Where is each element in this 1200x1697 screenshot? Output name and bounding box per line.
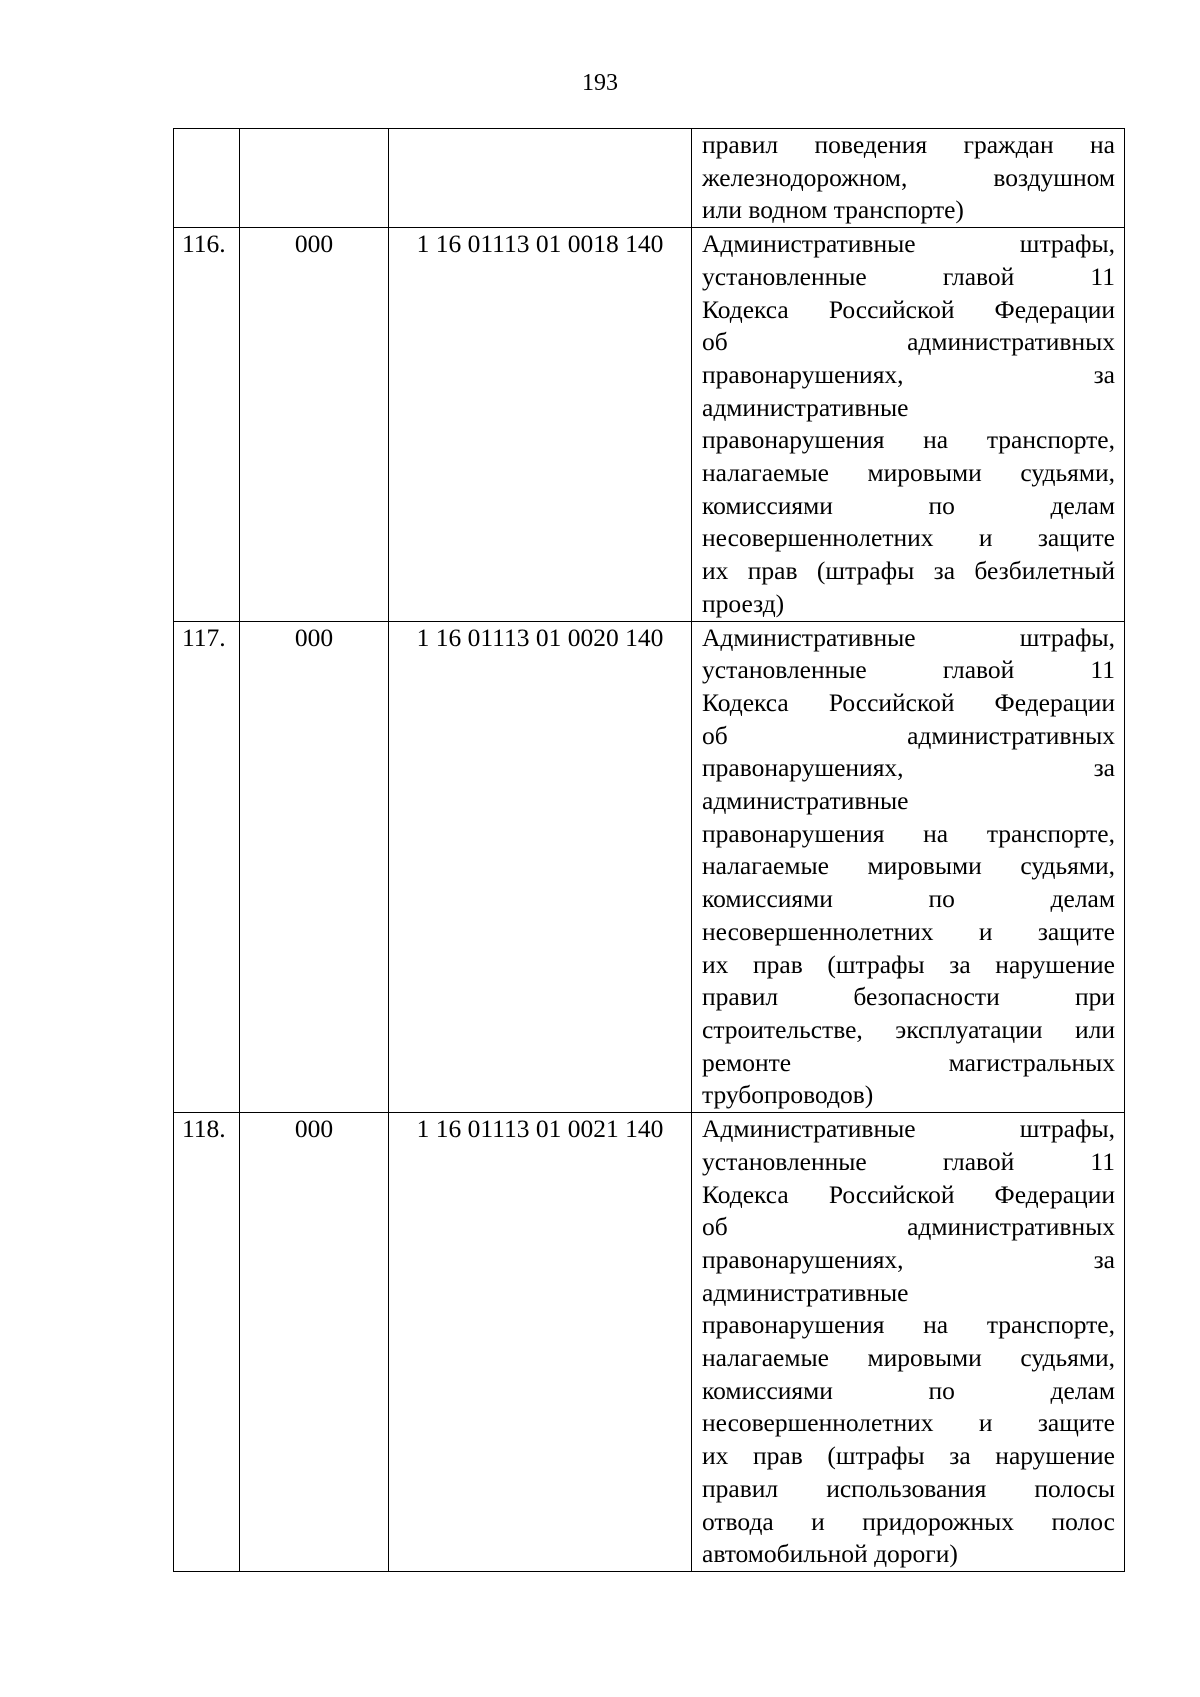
administrator-code-cell: 000 xyxy=(240,621,389,1113)
description-line: отвода и придорожных полос xyxy=(702,1506,1115,1536)
budget-codes-table xyxy=(173,128,1125,1572)
description-line: правил безопасности при xyxy=(702,982,1115,1012)
description-line: административные xyxy=(702,392,909,422)
description-line: налагаемые мировыми судьями, xyxy=(702,851,1115,881)
budget-classification-code-cell xyxy=(389,129,692,228)
description-line: правонарушениях, за xyxy=(702,359,1115,389)
description-line: правонарушения на транспорте, xyxy=(702,425,1115,455)
description-line: установленные главой 11 xyxy=(702,655,1115,685)
description-line: об административных xyxy=(702,720,1115,750)
description-line: несовершеннолетних и защите xyxy=(702,523,1115,553)
description-line: проезд) xyxy=(702,588,785,618)
administrator-code-cell: 000 xyxy=(240,1113,389,1572)
description-line: административные xyxy=(702,1277,909,1307)
description-line: правонарушениях, за xyxy=(702,753,1115,783)
description-line: правил поведения граждан на xyxy=(702,130,1115,159)
table-row xyxy=(174,228,1125,621)
description-line: правонарушения на транспорте, xyxy=(702,818,1115,848)
table-body xyxy=(174,129,1125,1572)
description-line: правонарушения на транспорте, xyxy=(702,1310,1115,1340)
administrator-code-cell xyxy=(240,129,389,228)
description-line: правонарушениях, за xyxy=(702,1244,1115,1274)
description-line: несовершеннолетних и защите xyxy=(702,916,1115,946)
budget-classification-code-cell: 1 16 01113 01 0020 140 xyxy=(389,621,692,1113)
row-number-cell: 118. xyxy=(174,1113,240,1572)
description-line: Кодекса Российской Федерации xyxy=(702,294,1115,324)
description-line: налагаемые мировыми судьями, xyxy=(702,1343,1115,1373)
description-line: их прав (штрафы за нарушение xyxy=(702,1441,1115,1471)
administrator-code-cell: 000 xyxy=(240,228,389,621)
description-line: установленные главой 11 xyxy=(702,1146,1115,1176)
description-line: Кодекса Российской Федерации xyxy=(702,687,1115,717)
row-number-cell: 117. xyxy=(174,621,240,1113)
budget-classification-code-cell: 1 16 01113 01 0018 140 xyxy=(389,228,692,621)
description-line: комиссиями по делам xyxy=(702,884,1115,914)
description-line: или водном транспорте) xyxy=(702,195,964,225)
income-description-cell xyxy=(692,228,1125,621)
description-line: несовершеннолетних и защите xyxy=(702,1408,1115,1438)
description-line: Кодекса Российской Федерации xyxy=(702,1179,1115,1209)
page-number: 193 xyxy=(582,70,618,96)
description-line: трубопроводов) xyxy=(702,1080,874,1110)
description-line: автомобильной дороги) xyxy=(702,1539,958,1569)
income-description-cell xyxy=(692,1113,1125,1572)
description-line: административные xyxy=(702,786,909,816)
row-number-cell xyxy=(174,129,240,228)
income-description-cell xyxy=(692,621,1125,1113)
description-line: правил использования полосы xyxy=(702,1473,1115,1503)
description-line: Административные штрафы, xyxy=(702,1114,1115,1144)
description-line: строительстве, эксплуатации или xyxy=(702,1014,1115,1044)
description-line: их прав (штрафы за безбилетный xyxy=(702,556,1115,586)
description-line: их прав (штрафы за нарушение xyxy=(702,949,1115,979)
income-description-cell xyxy=(692,129,1125,228)
description-line: комиссиями по делам xyxy=(702,1375,1115,1405)
description-line: налагаемые мировыми судьями, xyxy=(702,458,1115,488)
description-line: об административных xyxy=(702,327,1115,357)
description-line: ремонте магистральных xyxy=(702,1047,1115,1077)
description-line: Административные штрафы, xyxy=(702,229,1115,259)
table-row xyxy=(174,621,1125,1113)
table-row xyxy=(174,129,1125,228)
description-line: Административные штрафы, xyxy=(702,622,1115,652)
description-line: установленные главой 11 xyxy=(702,261,1115,291)
row-number-cell: 116. xyxy=(174,228,240,621)
description-line: об административных xyxy=(702,1212,1115,1242)
budget-classification-code-cell: 1 16 01113 01 0021 140 xyxy=(389,1113,692,1572)
table-row xyxy=(174,1113,1125,1572)
description-line: комиссиями по делам xyxy=(702,490,1115,520)
description-line: железнодорожном, воздушном xyxy=(702,162,1115,192)
